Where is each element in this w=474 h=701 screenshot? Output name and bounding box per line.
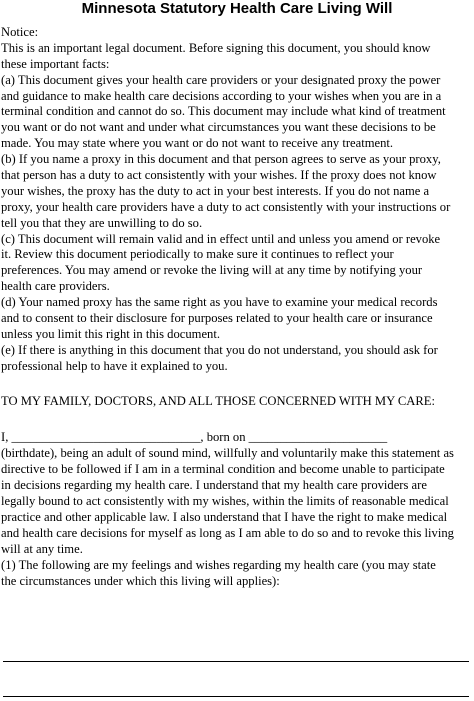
notice-line: (e) If there is anything in this document that you do not understand, you should ask for bbox=[1, 342, 438, 357]
statement-section bbox=[1, 430, 474, 589]
statement-line: (1) The following are my feelings and wishes regarding my health care (you may state bbox=[1, 557, 436, 572]
notice-line: proxy, your health care providers have a duty to act consistently with your instructions or bbox=[1, 199, 451, 214]
notice-line: that person has a duty to act consistently with your wishes. If the proxy does not know bbox=[1, 168, 437, 183]
notice-line: This is an important legal document. Before signing this document, you should know bbox=[1, 40, 431, 55]
notice-line: tell you that they are unwilling to do so. bbox=[1, 215, 203, 230]
notice-line: (a) This document gives your health care providers or your designated proxy the power bbox=[1, 72, 441, 87]
blank-answer-line bbox=[3, 696, 469, 697]
statement-line: the circumstances under which this living will applies): bbox=[1, 573, 280, 588]
statement-line: practice and other applicable law. I also understand that I have the right to make medical bbox=[1, 509, 448, 524]
address-heading: TO MY FAMILY, DOCTORS, AND ALL THOSE CONCERNED WITH MY CARE: bbox=[1, 393, 435, 408]
notice-line: health care providers. bbox=[1, 279, 110, 294]
notice-line: preferences. You may amend or revoke the living will at any time by notifying your bbox=[1, 263, 423, 278]
notice-line: (d) Your named proxy has the same right as you have to examine your medical records bbox=[1, 295, 438, 310]
notice-line: you want or do not want and under what circumstances you want these decisions to be bbox=[1, 120, 436, 135]
document-body bbox=[1, 25, 474, 589]
notice-line: made. You may state where you want or do not want to receive any treatment. bbox=[1, 136, 394, 151]
statement-line: directive to be followed if I am in a terminal condition and become unable to participate bbox=[1, 462, 445, 477]
notice-line: and to consent to their disclosure for purposes related to your health care or insurance bbox=[1, 311, 433, 326]
document-title: Minnesota Statutory Health Care Living Will bbox=[81, 0, 393, 17]
notice-section bbox=[1, 25, 474, 375]
notice-heading: Notice: bbox=[1, 25, 39, 39]
statement-line: and health care decisions for myself as long as I am able to do so and to revoke this living bbox=[1, 525, 454, 540]
notice-line: your wishes, the proxy has the duty to act in your best interests. If you do not name a bbox=[1, 183, 430, 198]
notice-line: professional help to have it explained to you. bbox=[1, 358, 228, 373]
blank-answer-line bbox=[3, 661, 469, 662]
notice-line: these important facts: bbox=[1, 56, 110, 71]
notice-line: (b) If you name a proxy in this document and that person agrees to serve as your proxy, bbox=[1, 152, 441, 167]
name-birthdate-line: I, ______________________________, born on ______________________ bbox=[1, 430, 388, 445]
notice-line: and guidance to make health care decisions according to your wishes when you are in a bbox=[1, 88, 442, 103]
notice-line: (c) This document will remain valid and in effect until and unless you amend or revoke bbox=[1, 231, 441, 246]
statement-line: will at any time. bbox=[1, 541, 83, 556]
notice-line: terminal condition and cannot do so. This document may include what kind of treatment bbox=[1, 104, 446, 119]
notice-line: it. Review this document periodically to make sure it continues to reflect your bbox=[1, 247, 394, 262]
notice-line: unless you limit this right in this document. bbox=[1, 326, 220, 341]
statement-line: in decisions regarding my health care. I understand that my health care providers are bbox=[1, 478, 427, 493]
statement-line: legally bound to act consistently with my wishes, within the limits of reasonable medical bbox=[1, 494, 449, 509]
statement-line: (birthdate), being an adult of sound mind, willfully and voluntarily make this statement as bbox=[1, 446, 454, 461]
